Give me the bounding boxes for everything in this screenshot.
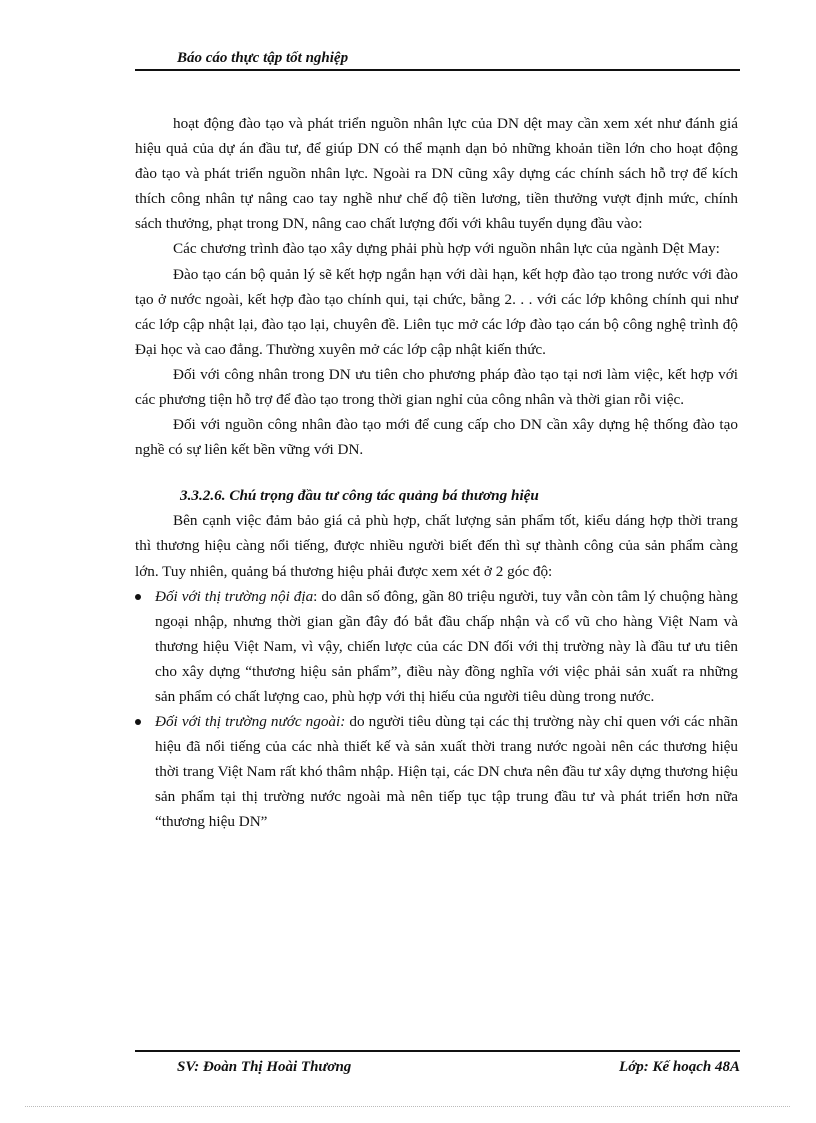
paragraph: Đào tạo cán bộ quản lý sẽ kết hợp ngắn hạn với dài hạn, kết hợp đào tạo trong nước với đào tạo ở nước ngoài, kết hợp đào tạo chính qui, tại chức, bằng 2. . . với các lớp không chính qui như các lớp cập nhật lại, đào tạo lại, chuyên đề. Liên tục mở các lớp đào tạo cán bộ công nghệ trình độ Đại học và cao đẳng. Thường xuyên mở các lớp cập nhật kiến thức. [135, 265, 738, 358]
list-item-text: do người tiêu dùng tại các thị trường này chỉ quen với các nhãn hiệu đã nổi tiếng của các nhà thiết kế và sản xuất thời trang nước ngoài nên các thương hiệu thời trang Việt Nam rất khó thâm nhập. Hiện tại, các DN chưa nên đầu tư xây dựng thương hiệu sản phẩm tại thị trường nước ngoài mà nên tiếp tục tập trung đầu tư và phát triển hơn nữa “thương hiệu DN” [155, 713, 739, 831]
list-item-text: : do dân số đông, gần 80 triệu người, tuy vẫn còn tâm lý chuộng hàng ngoại nhập, nhưng thời gian gần đây đó bắt đầu chấp nhận và cổ vũ cho hàng Việt Nam và thương hiệu Việt Nam, vì vậy, chiến lược của các DN đối với thị trường này là đầu tư ưu tiên cho xây dựng “thương hiệu sản phẩm”, điều này đồng nghĩa với việc phải sản xuất ra những sản phẩm có chất lượng cao, phù hợp với thị hiếu của người tiêu dùng trong nước. [155, 587, 738, 705]
list-item-lead: Đối với thị trường nội địa [155, 587, 314, 605]
paragraph: Đối với công nhân trong DN ưu tiên cho phương pháp đào tạo tại nơi làm việc, kết hợp với các phương tiện hỗ trợ để đào tạo trong thời gian nghỉ của công nhân và thời gian rỗi việc. [135, 365, 738, 409]
list-item [135, 709, 738, 834]
page-header [135, 48, 740, 71]
list-item [135, 584, 738, 709]
footer-class: Lớp: Kế hoạch 48A [619, 1059, 740, 1075]
footer-student: SV: Đoàn Thị Hoài Thương [177, 1059, 352, 1075]
header-title: Báo cáo thực tập tốt nghiệp [177, 50, 349, 66]
page-footer [135, 1049, 740, 1078]
document-body [135, 111, 738, 835]
paragraph: hoạt động đào tạo và phát triển nguồn nhân lực của DN dệt may cần xem xét như đánh giá hiệu quả của dự án đầu tư, để giúp DN có thể mạnh dạn bỏ những khoản tiền lớn cho hoạt động đào tạo và phát triển nguồn nhân lực. Ngoài ra DN cũng xây dựng các chính sách hỗ trợ để kích thích công nhân tự nâng cao tay nghề như chế độ tiền lương, tiền thưởng vượt định mức, chính sách thưởng, phạt trong DN, nâng cao chất lượng đối với khâu tuyển dụng đầu vào: [135, 115, 738, 233]
bullet-icon [135, 719, 141, 725]
section-intro: Bên cạnh việc đảm bảo giá cả phù hợp, chất lượng sản phẩm tốt, kiểu dáng hợp thời trang thì thương hiệu càng nổi tiếng, được nhiều người biết đến thì sự thành công của sản phẩm càng lớn. Tuy nhiên, quảng bá thương hiệu phải được xem xét ở 2 góc độ: [135, 512, 738, 580]
bullet-icon [135, 594, 141, 600]
header-rule [135, 69, 740, 71]
section-heading: 3.3.2.6. Chú trọng đầu tư công tác quảng bá thương hiệu [180, 487, 539, 505]
paragraph: Các chương trình đào tạo xây dựng phải phù hợp với nguồn nhân lực của ngành Dệt May: [173, 240, 720, 258]
footer-row [135, 1052, 740, 1078]
page-edge-divider [25, 1106, 790, 1107]
bullet-list [135, 584, 738, 835]
paragraph: Đối với nguồn công nhân đào tạo mới để cung cấp cho DN cần xây dựng hệ thống đào tạo nghề có sự liên kết bền vững với DN. [135, 416, 738, 459]
list-item-lead: Đối với thị trường nước ngoài: [155, 713, 346, 731]
